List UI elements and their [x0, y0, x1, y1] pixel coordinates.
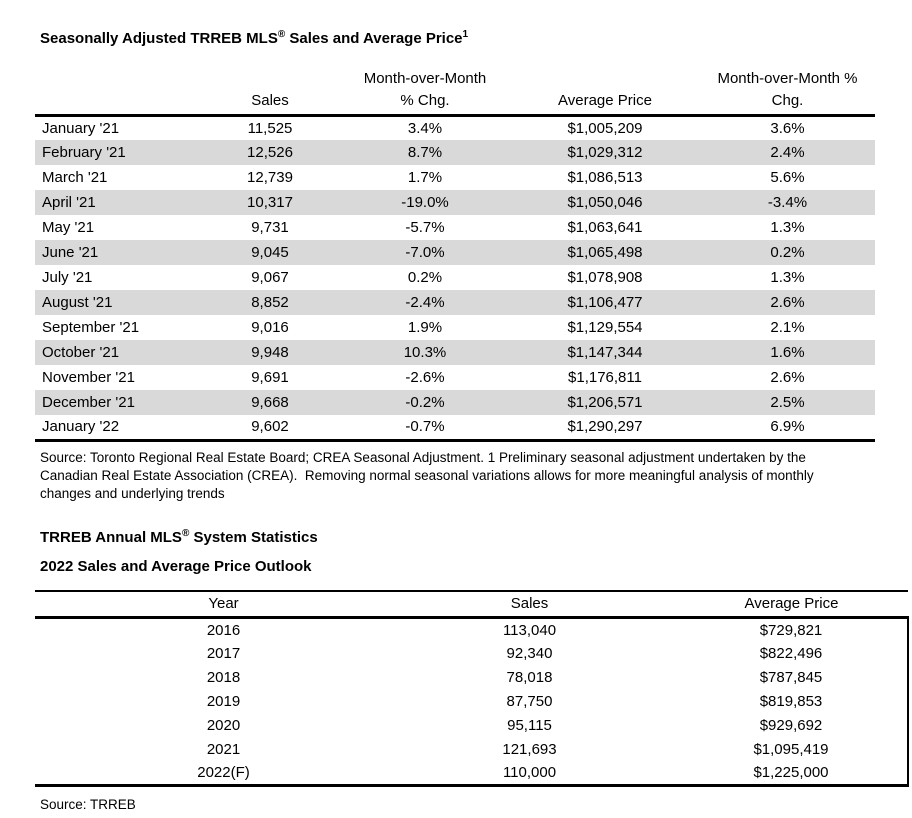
table-row	[35, 415, 875, 440]
avg-price-cell: $1,078,908	[567, 269, 643, 286]
price-chg-cell: 2.4%	[770, 144, 805, 161]
table-row	[35, 290, 875, 315]
title-text: Seasonally Adjusted TRREB MLS	[40, 30, 278, 47]
sales-chg-cell: 0.2%	[407, 269, 443, 286]
price-chg-cell: 3.6%	[770, 119, 805, 137]
avg-price-cell: $1,029,312	[567, 144, 643, 161]
registered-mark: ®	[181, 527, 190, 539]
avg-price-cell: $1,005,209	[567, 119, 643, 137]
sales-chg-cell: 1.7%	[407, 169, 443, 186]
month-cell: January '21	[42, 119, 120, 137]
month-cell: February '21	[42, 144, 126, 161]
avg-price-cell: $1,106,477	[567, 294, 643, 311]
table-row	[35, 165, 875, 190]
sales-cell: 121,693	[502, 741, 557, 758]
annual-table-title-line1	[40, 526, 912, 546]
avg-price-cell: $787,845	[647, 666, 908, 690]
year-cell: 2021	[206, 741, 241, 758]
table-row	[35, 666, 908, 690]
price-chg-cell: -3.4%	[767, 194, 808, 211]
price-chg-cell: 6.9%	[700, 415, 875, 440]
table-row	[35, 642, 908, 666]
avg-price-cell: $1,050,046	[567, 194, 643, 211]
sales-cell: 78,018	[506, 669, 553, 686]
price-chg-cell: 2.5%	[770, 394, 805, 411]
year-cell: 2016	[206, 621, 241, 639]
avg-price-cell: $1,063,641	[567, 219, 643, 236]
sales-chg-cell: 3.4%	[407, 119, 443, 137]
table-row	[35, 140, 875, 165]
sales-chg-cell: 1.9%	[407, 319, 443, 336]
annual-stats-table	[35, 590, 909, 788]
price-mom-column-header	[700, 63, 875, 115]
sales-cell: 12,739	[247, 169, 293, 186]
sales-cell: 95,115	[507, 717, 552, 734]
sales-cell: 92,340	[506, 645, 553, 662]
month-cell: March '21	[42, 169, 108, 186]
sales-cell: 9,731	[251, 219, 289, 236]
sales-column-header: Sales	[412, 591, 647, 618]
table-row	[35, 714, 908, 738]
mom-header-line2: % Chg.	[400, 91, 450, 109]
avg-price-cell: $1,129,554	[567, 319, 643, 336]
monthly-sales-table	[35, 63, 875, 442]
avg-price-cell: $819,853	[647, 690, 908, 714]
table-row	[35, 618, 908, 642]
sales-cell: 9,668	[251, 394, 289, 411]
month-cell: January '22	[35, 415, 200, 440]
sales-chg-cell: -5.7%	[405, 219, 445, 236]
header-row	[35, 63, 875, 115]
avg-price-cell: $1,225,000	[647, 762, 908, 786]
avg-price-cell: $1,206,571	[567, 394, 643, 411]
year-cell: 2018	[206, 669, 241, 686]
avg-price-cell: $929,692	[647, 714, 908, 738]
month-cell: September '21	[42, 319, 140, 336]
year-cell: 2019	[206, 693, 241, 710]
sales-cell: 9,016	[251, 319, 289, 336]
table-row	[35, 390, 875, 415]
sales-chg-cell: -19.0%	[401, 194, 449, 211]
header-row	[35, 591, 908, 618]
month-column-header	[35, 63, 200, 115]
monthly-table-source-note: Source: Toronto Regional Real Estate Board; CREA Seasonal Adjustment. 1 Preliminary seasonal adjustment undertaken by the Canadian Real Estate Association (CREA). Removing normal seasonal variations allows for more meaningful analysis of monthly changes and underlying trends	[40, 449, 818, 501]
year-cell: 2020	[206, 717, 241, 734]
table-row	[35, 365, 875, 390]
price-chg-cell: 2.1%	[770, 319, 805, 336]
annual-table-title-line2: 2022 Sales and Average Price Outlook	[40, 557, 312, 575]
table-row	[35, 190, 875, 215]
table-row	[35, 240, 875, 265]
table-row	[35, 690, 908, 714]
monthly-table-title	[40, 27, 912, 47]
sales-cell: 11,525	[247, 119, 293, 137]
sales-cell: 8,852	[251, 294, 289, 311]
avg-price-cell: $1,176,811	[568, 369, 642, 386]
sales-cell: 9,948	[251, 344, 289, 361]
table-row	[35, 115, 875, 140]
sales-cell: 9,067	[251, 269, 289, 286]
table-row	[35, 315, 875, 340]
table-row	[35, 762, 908, 786]
price-chg-cell: 2.6%	[770, 294, 805, 311]
annual-table-body	[35, 618, 908, 786]
month-cell: July '21	[42, 269, 93, 286]
sales-cell: 9,602	[200, 415, 340, 440]
mom2-header-line2: Chg.	[771, 91, 804, 109]
sales-chg-cell: 10.3%	[403, 344, 447, 361]
sales-chg-cell: -7.0%	[405, 244, 445, 261]
sales-mom-column-header	[340, 63, 510, 115]
avg-price-column-header: Average Price	[647, 591, 908, 618]
annual-title-text-2: System Statistics	[189, 528, 318, 546]
sales-cell: 113,040	[502, 621, 557, 639]
month-cell: August '21	[42, 294, 113, 311]
footnote-marker: 1	[462, 29, 469, 40]
registered-mark: ®	[277, 29, 286, 40]
month-cell: May '21	[42, 219, 95, 236]
sales-cell: 9,691	[251, 369, 289, 386]
table-row	[35, 265, 875, 290]
sales-cell: 9,045	[251, 244, 289, 261]
sales-chg-cell: -0.2%	[405, 394, 445, 411]
avg-price-cell: $1,147,344	[567, 344, 643, 361]
annual-table-source-note: Source: TRREB	[40, 797, 136, 812]
month-cell: December '21	[42, 394, 135, 411]
sales-chg-cell: 8.7%	[407, 144, 443, 161]
price-chg-cell: 1.3%	[770, 269, 805, 286]
table-row	[35, 215, 875, 240]
year-column-header: Year	[35, 591, 412, 618]
year-cell: 2022(F)	[35, 762, 412, 786]
month-cell: June '21	[42, 244, 99, 261]
table-row	[35, 340, 875, 365]
price-chg-cell: 5.6%	[770, 169, 805, 186]
month-cell: November '21	[42, 369, 135, 386]
sales-cell: 12,526	[247, 144, 293, 161]
sales-chg-cell: -0.7%	[340, 415, 510, 440]
annual-title-text: TRREB Annual MLS	[40, 528, 182, 546]
sales-chg-cell: -2.6%	[405, 369, 445, 386]
avg-price-column-header: Average Price	[510, 63, 700, 115]
sales-cell: 110,000	[412, 762, 647, 786]
sales-chg-cell: -2.4%	[405, 294, 445, 311]
monthly-table-body	[35, 115, 875, 440]
mom-header-line1: Month-over-Month	[363, 69, 487, 87]
title-text-2: Sales and Average Price	[285, 30, 463, 47]
price-chg-cell: 1.3%	[770, 219, 805, 236]
price-chg-cell: 2.6%	[770, 369, 805, 386]
month-cell: October '21	[42, 344, 120, 361]
avg-price-cell: $1,086,513	[567, 169, 643, 186]
avg-price-cell: $729,821	[647, 618, 908, 642]
sales-cell: 87,750	[506, 693, 553, 710]
mom2-header-line1: Month-over-Month %	[717, 69, 858, 87]
annual-table-header	[35, 591, 908, 618]
monthly-table-header	[35, 63, 875, 115]
sales-column-header: Sales	[200, 63, 340, 115]
avg-price-cell: $1,095,419	[647, 738, 908, 762]
sales-cell: 10,317	[247, 194, 293, 211]
month-cell: April '21	[42, 194, 96, 211]
price-chg-cell: 1.6%	[770, 344, 805, 361]
avg-price-cell: $822,496	[647, 642, 908, 666]
avg-price-cell: $1,065,498	[567, 244, 643, 261]
price-chg-cell: 0.2%	[770, 244, 805, 261]
avg-price-cell: $1,290,297	[510, 415, 700, 440]
year-cell: 2017	[206, 645, 241, 662]
table-row	[35, 738, 908, 762]
